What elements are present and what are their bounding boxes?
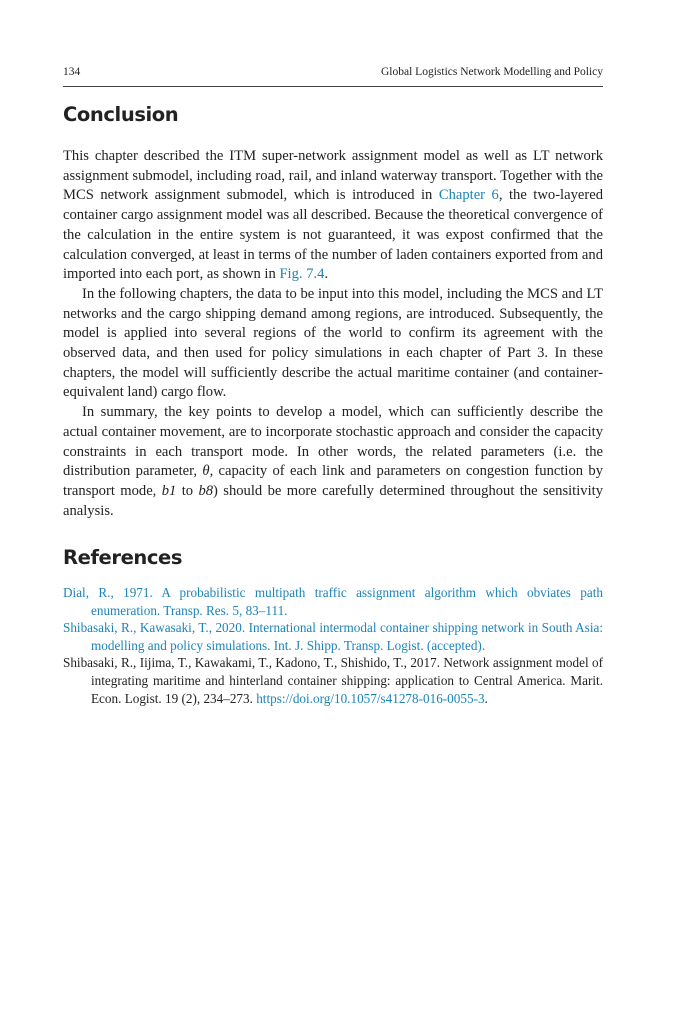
conclusion-paragraph-1: This chapter described the ITM super-network assignment model as well as LT network assignment submodel, including road, rail, and inland waterway transport. Together with the MCS network assignment submodel, which is introduced in Chapter 6, the two-layered container cargo assignment model was all described. Because the theoretical convergence of the calculation in the entire system is not guaranteed, it was expost confirmed that the calculation converged, at least in terms of the number of laden containers exported from and imported into each port, as shown in Fig. 7.4.	[63, 148, 604, 283]
b8-parameter: b8	[198, 482, 214, 499]
b1-parameter: b1	[161, 482, 177, 499]
chapter-6-link[interactable]: Chapter 6	[438, 187, 499, 204]
book-title: Global Logistics Network Modelling and Policy	[381, 66, 603, 78]
theta-symbol: θ	[202, 463, 210, 480]
conclusion-body	[63, 147, 603, 521]
reference-item-shibasaki-kawasaki[interactable]: Shibasaki, R., Kawasaki, T., 2020. International intermodal container shipping network in South Asia: modelling and policy simulations. Int. J. Shipp. Transp. Logist. (accepted).	[63, 620, 603, 653]
conclusion-heading: Conclusion	[63, 103, 179, 126]
references-list	[63, 584, 603, 707]
references-heading: References	[63, 546, 183, 569]
fig-7-4-link[interactable]: Fig. 7.4	[279, 266, 325, 283]
reference-item-dial[interactable]: Dial, R., 1971. A probabilistic multipath traffic assignment algorithm which obviates path enumeration. Transp. Res. 5, 83–111.	[63, 585, 603, 618]
conclusion-paragraph-2: In the following chapters, the data to be input into this model, including the MCS and LT networks and the cargo shipping demand among regions, are introduced. Subsequently, the model is applied into several regions of the world to confirm its agreement with the observed data, and then used for policy simulations in each chapter of Part 3. In these chapters, the model will sufficiently describe the actual maritime container (and container-equivalent land) cargo flow.	[63, 285, 603, 401]
running-header	[63, 64, 603, 87]
conclusion-paragraph-3: In summary, the key points to develop a model, which can sufficiently describe the actual container movement, are to incorporate stochastic approach and consider the capacity constraints in each transport mode. In other words, the related parameters (i.e. the distribution parameter, θ, capacity of each link and parameters on congestion function by transport mode, b1 to b8) should be more carefully determined throughout the sensitivity analysis.	[63, 404, 603, 519]
doi-link[interactable]: https://doi.org/10.1057/s41278-016-0055-3	[256, 690, 485, 706]
reference-item-shibasaki-iijima: Shibasaki, R., Iijima, T., Kawakami, T., Kadono, T., Shishido, T., 2017. Network assignment model of integrating maritime and hinterland container shipping: application to Central America. Marit. Econ. Logist. 19 (2), 234–273. https://doi.org/10.1057/s41278-016-0055-3.	[63, 655, 603, 706]
page-number: 134	[63, 66, 81, 78]
